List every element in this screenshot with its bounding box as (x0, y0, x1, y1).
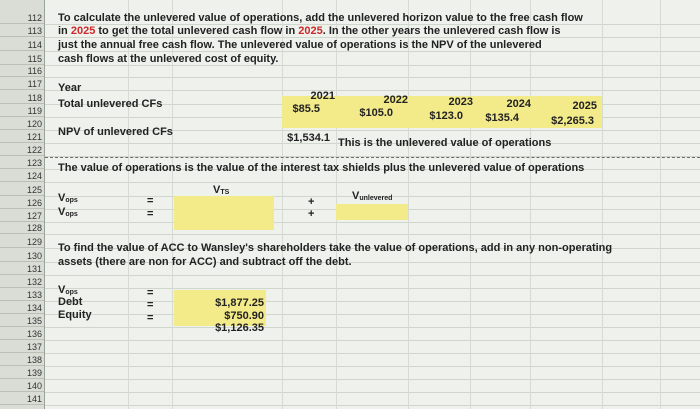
vunlevered-header (352, 190, 392, 205)
intro-line-4: cash flows at the unlevered cost of equity. (58, 53, 279, 65)
intro-line-1: To calculate the unlevered value of operations, add the unlevered horizon value to the free cash flow (58, 12, 583, 24)
equals-133: = (147, 299, 154, 311)
npv-note: This is the unlevered value of operations (338, 137, 552, 149)
vops-label-126 (58, 206, 78, 221)
vops-132-sub: ops (65, 289, 78, 296)
year-label: Year (58, 82, 82, 94)
vops-125-main: V (58, 192, 66, 204)
cf-2025: $2,265.3 (551, 115, 594, 127)
column-gridline (602, 0, 603, 409)
row-number[interactable]: 119 (0, 105, 44, 117)
year-2023: 2023 (448, 96, 473, 108)
cf-2022: $105.0 (359, 107, 393, 119)
row-number[interactable]: 113 (0, 25, 44, 37)
shareholder-text-1: To find the value of ACC to Wansley's shareholders take the value of operations, add in any non-operating (58, 242, 613, 254)
plus-126: + (308, 208, 315, 220)
dashed-border-top (45, 157, 700, 158)
vops-132-main: V (58, 284, 66, 296)
row-number[interactable]: 116 (0, 65, 44, 77)
intro-line-2-a: in (58, 25, 71, 37)
row-number[interactable]: 130 (0, 250, 44, 262)
debt-label: Debt (58, 296, 83, 308)
row-number[interactable]: 132 (0, 276, 44, 288)
vts-sub: TS (220, 189, 230, 196)
column-gridline (530, 0, 531, 409)
vops-value: $1,877.25 (215, 297, 264, 309)
cf-2024: $135.4 (485, 112, 519, 124)
row-number[interactable]: 134 (0, 302, 44, 314)
intro-line-2-b: to get the total unlevered cash flow in (95, 25, 299, 37)
row-number[interactable]: 137 (0, 341, 44, 353)
row-number[interactable]: 126 (0, 197, 44, 209)
row-number[interactable]: 139 (0, 367, 44, 379)
row-number[interactable]: 112 (0, 12, 44, 24)
row-number[interactable]: 123 (0, 157, 44, 169)
intro-line-3: just the annual free cash flow. The unlevered value of operations is the NPV of the unlevered (58, 39, 542, 51)
vts-header (213, 184, 229, 199)
row-number[interactable]: 129 (0, 236, 44, 248)
equals-126: = (147, 208, 154, 220)
debt-value: $750.90 (224, 310, 264, 322)
vts-main: V (213, 184, 221, 196)
row-number[interactable]: 133 (0, 289, 44, 301)
row-number[interactable]: 121 (0, 131, 44, 143)
row-number[interactable]: 118 (0, 92, 44, 104)
column-gridline (660, 0, 661, 409)
row-number[interactable]: 127 (0, 210, 44, 222)
vunlevered-sub: unlevered (359, 195, 393, 202)
row-number[interactable]: 124 (0, 170, 44, 182)
column-gridline (470, 0, 471, 409)
column-gridline (282, 0, 283, 409)
row-number[interactable]: 141 (0, 393, 44, 405)
operations-statement: The value of operations is the value of the interest tax shields plus the unlevered value of operations (58, 162, 585, 174)
equals-125: = (147, 195, 154, 207)
row-number[interactable]: 115 (0, 53, 44, 65)
cf-2021: $85.5 (292, 103, 320, 115)
equals-132: = (147, 287, 154, 299)
year-2024: 2024 (506, 98, 531, 110)
equity-value: $1,126.35 (215, 322, 264, 334)
row-number[interactable]: 128 (0, 222, 44, 234)
equals-134: = (147, 312, 154, 324)
shareholder-text-2: assets (there are non for ACC) and subtract off the debt. (58, 256, 352, 268)
row-number[interactable]: 136 (0, 328, 44, 340)
npv-label: NPV of unlevered CFs (58, 126, 173, 138)
vunlevered-input-cell[interactable] (336, 204, 408, 220)
vops-label-125 (58, 192, 78, 207)
vunlevered-main: V (352, 190, 360, 202)
row-number[interactable]: 135 (0, 315, 44, 327)
column-gridline (408, 0, 409, 409)
intro-line-2 (58, 25, 561, 37)
row-number[interactable]: 114 (0, 39, 44, 51)
npv-value: $1,534.1 (287, 132, 330, 144)
cf-2023: $123.0 (429, 110, 463, 122)
year-2021: 2021 (310, 90, 335, 102)
year-2025: 2025 (572, 100, 597, 112)
row-number[interactable]: 120 (0, 118, 44, 130)
year-2022: 2022 (383, 94, 408, 106)
vops-126-sub: ops (65, 211, 78, 218)
vts-input-cell[interactable] (174, 196, 274, 230)
plus-125: + (308, 196, 315, 208)
row-number[interactable]: 140 (0, 380, 44, 392)
intro-line-2-c: . In the other years the unlevered cash flow is (322, 25, 561, 37)
vops-126-main: V (58, 206, 66, 218)
vops-125-sub: ops (65, 197, 78, 204)
row-number[interactable]: 131 (0, 263, 44, 275)
row-number[interactable]: 122 (0, 144, 44, 156)
row-number[interactable]: 138 (0, 354, 44, 366)
row-number[interactable]: 125 (0, 184, 44, 196)
total-cfs-label: Total unlevered CFs (58, 98, 163, 110)
equity-label: Equity (58, 309, 92, 321)
row-number[interactable]: 117 (0, 78, 44, 90)
intro-year-2: 2025 (298, 25, 323, 37)
intro-year-1: 2025 (70, 25, 96, 37)
